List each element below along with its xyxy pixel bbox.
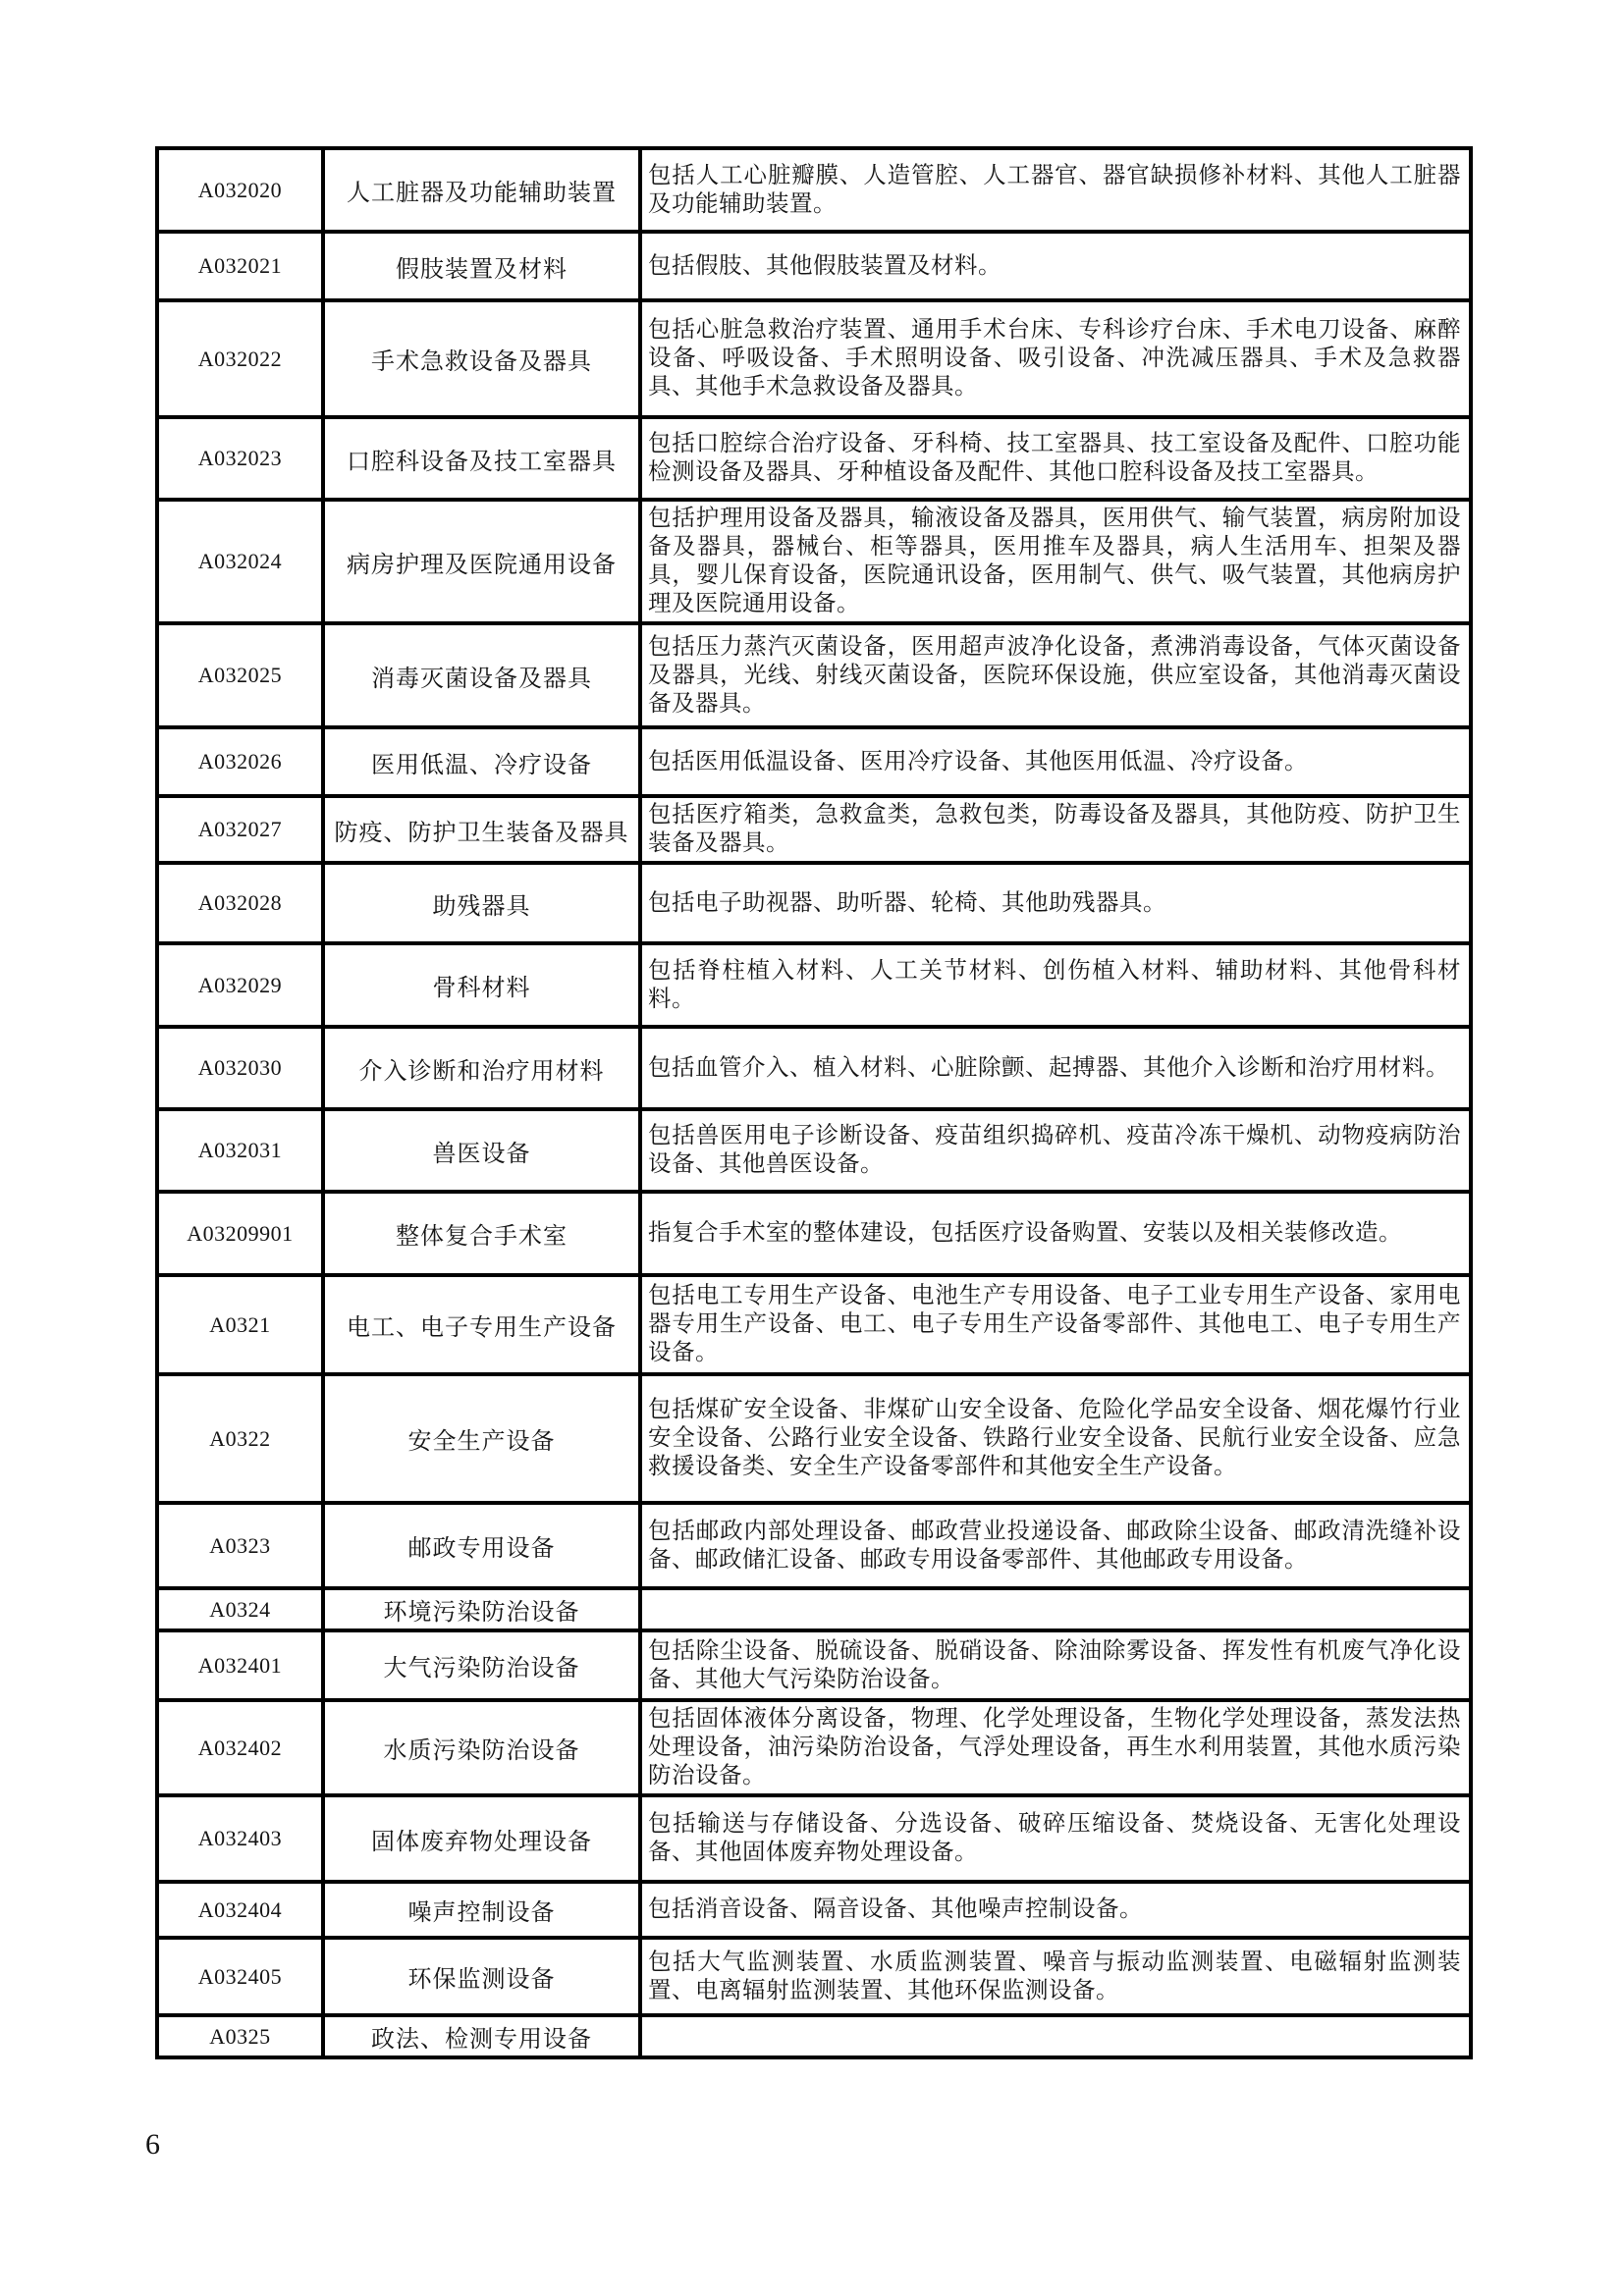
row-description: 包括心脏急救治疗装置、通用手术台床、专科诊疗台床、手术电刀设备、麻醉设备、呼吸设备、手术照明设备、吸引设备、冲洗减压器具、手术及急救器具、其他手术急救设备及器具。 [640, 300, 1471, 417]
table-row [157, 232, 1471, 300]
row-code: A032022 [157, 300, 323, 417]
row-code: A032403 [157, 1795, 323, 1882]
table-row [157, 1630, 1471, 1700]
row-description: 包括医用低温设备、医用冷疗设备、其他医用低温、冷疗设备。 [640, 727, 1471, 796]
row-description: 包括医疗箱类，急救盒类，急救包类，防毒设备及器具，其他防疫、防护卫生装备及器具。 [640, 796, 1471, 863]
row-code: A032021 [157, 232, 323, 300]
row-description: 包括口腔综合治疗设备、牙科椅、技工室器具、技工室设备及配件、口腔功能检测设备及器具、牙种植设备及配件、其他口腔科设备及技工室器具。 [640, 417, 1471, 500]
table-row [157, 727, 1471, 796]
row-code: A032404 [157, 1882, 323, 1938]
table-row [157, 1938, 1471, 2015]
row-code: A032025 [157, 623, 323, 727]
table-row [157, 1374, 1471, 1503]
row-description: 包括压力蒸汽灭菌设备，医用超声波净化设备，煮沸消毒设备，气体灭菌设备及器具，光线、射线灭菌设备，医院环保设施，供应室设备，其他消毒灭菌设备及器具。 [640, 623, 1471, 727]
row-name: 助残器具 [323, 863, 640, 943]
row-code: A032027 [157, 796, 323, 863]
row-description [640, 2015, 1471, 2057]
table-row [157, 796, 1471, 863]
row-name: 电工、电子专用生产设备 [323, 1275, 640, 1374]
table-row [157, 863, 1471, 943]
classification-table [155, 146, 1473, 2059]
row-description: 包括护理用设备及器具，输液设备及器具，医用供气、输气装置，病房附加设备及器具，器械台、柜等器具，医用推车及器具，病人生活用车、担架及器具，婴儿保育设备，医院通讯设备，医用制气、供气、吸气装置，其他病房护理及医院通用设备。 [640, 500, 1471, 623]
row-name: 整体复合手术室 [323, 1192, 640, 1275]
row-code: A032402 [157, 1700, 323, 1795]
table-row [157, 500, 1471, 623]
row-code: A032405 [157, 1938, 323, 2015]
row-code: A0325 [157, 2015, 323, 2057]
row-code: A032029 [157, 943, 323, 1027]
row-name: 环保监测设备 [323, 1938, 640, 2015]
row-name: 安全生产设备 [323, 1374, 640, 1503]
row-code: A032030 [157, 1027, 323, 1109]
table-row [157, 1027, 1471, 1109]
table-row [157, 1192, 1471, 1275]
row-description: 包括假肢、其他假肢装置及材料。 [640, 232, 1471, 300]
row-description [640, 1588, 1471, 1630]
row-code: A032028 [157, 863, 323, 943]
row-code: A032024 [157, 500, 323, 623]
row-name: 大气污染防治设备 [323, 1630, 640, 1700]
table-row [157, 1882, 1471, 1938]
table-row [157, 1588, 1471, 1630]
row-code: A0322 [157, 1374, 323, 1503]
table-row [157, 1503, 1471, 1588]
row-description: 包括输送与存储设备、分选设备、破碎压缩设备、焚烧设备、无害化处理设备、其他固体废弃物处理设备。 [640, 1795, 1471, 1882]
row-name: 水质污染防治设备 [323, 1700, 640, 1795]
row-name: 防疫、防护卫生装备及器具 [323, 796, 640, 863]
row-description: 包括固体液体分离设备，物理、化学处理设备，生物化学处理设备，蒸发法热处理设备，油污染防治设备，气浮处理设备，再生水利用装置，其他水质污染防治设备。 [640, 1700, 1471, 1795]
table-row [157, 2015, 1471, 2057]
row-code: A0323 [157, 1503, 323, 1588]
row-name: 骨科材料 [323, 943, 640, 1027]
table-row [157, 1275, 1471, 1374]
row-name: 邮政专用设备 [323, 1503, 640, 1588]
row-description: 包括煤矿安全设备、非煤矿山安全设备、危险化学品安全设备、烟花爆竹行业安全设备、公路行业安全设备、铁路行业安全设备、民航行业安全设备、应急救援设备类、安全生产设备零部件和其他安全生产设备。 [640, 1374, 1471, 1503]
row-name: 兽医设备 [323, 1109, 640, 1192]
row-name: 医用低温、冷疗设备 [323, 727, 640, 796]
row-name: 假肢装置及材料 [323, 232, 640, 300]
row-description: 包括兽医用电子诊断设备、疫苗组织捣碎机、疫苗冷冻干燥机、动物疫病防治设备、其他兽医设备。 [640, 1109, 1471, 1192]
row-description: 包括电子助视器、助听器、轮椅、其他助残器具。 [640, 863, 1471, 943]
row-code: A0324 [157, 1588, 323, 1630]
table-row [157, 1795, 1471, 1882]
row-name: 消毒灭菌设备及器具 [323, 623, 640, 727]
table-row [157, 300, 1471, 417]
row-name: 口腔科设备及技工室器具 [323, 417, 640, 500]
row-description: 包括血管介入、植入材料、心脏除颤、起搏器、其他介入诊断和治疗用材料。 [640, 1027, 1471, 1109]
row-description: 包括除尘设备、脱硫设备、脱硝设备、除油除雾设备、挥发性有机废气净化设备、其他大气污染防治设备。 [640, 1630, 1471, 1700]
row-description: 包括消音设备、隔音设备、其他噪声控制设备。 [640, 1882, 1471, 1938]
row-name: 环境污染防治设备 [323, 1588, 640, 1630]
row-code: A032026 [157, 727, 323, 796]
row-name: 介入诊断和治疗用材料 [323, 1027, 640, 1109]
row-name: 病房护理及医院通用设备 [323, 500, 640, 623]
row-description: 包括电工专用生产设备、电池生产专用设备、电子工业专用生产设备、家用电器专用生产设备、电工、电子专用生产设备零部件、其他电工、电子专用生产设备。 [640, 1275, 1471, 1374]
row-description: 包括大气监测装置、水质监测装置、噪音与振动监测装置、电磁辐射监测装置、电离辐射监测装置、其他环保监测设备。 [640, 1938, 1471, 2015]
page-number: 6 [145, 2128, 160, 2161]
row-name: 人工脏器及功能辅助装置 [323, 148, 640, 232]
table-row [157, 417, 1471, 500]
row-name: 固体废弃物处理设备 [323, 1795, 640, 1882]
row-description: 包括邮政内部处理设备、邮政营业投递设备、邮政除尘设备、邮政清洗缝补设备、邮政储汇设备、邮政专用设备零部件、其他邮政专用设备。 [640, 1503, 1471, 1588]
table-row [157, 148, 1471, 232]
row-code: A032401 [157, 1630, 323, 1700]
table-row [157, 1109, 1471, 1192]
table-row [157, 943, 1471, 1027]
table-row [157, 1700, 1471, 1795]
row-description: 包括人工心脏瓣膜、人造管腔、人工器官、器官缺损修补材料、其他人工脏器及功能辅助装置。 [640, 148, 1471, 232]
table-body [157, 148, 1471, 2057]
row-code: A032031 [157, 1109, 323, 1192]
table-row [157, 623, 1471, 727]
row-description: 指复合手术室的整体建设，包括医疗设备购置、安装以及相关装修改造。 [640, 1192, 1471, 1275]
row-description: 包括脊柱植入材料、人工关节材料、创伤植入材料、辅助材料、其他骨科材料。 [640, 943, 1471, 1027]
row-name: 噪声控制设备 [323, 1882, 640, 1938]
row-code: A03209901 [157, 1192, 323, 1275]
row-name: 政法、检测专用设备 [323, 2015, 640, 2057]
row-name: 手术急救设备及器具 [323, 300, 640, 417]
row-code: A032020 [157, 148, 323, 232]
row-code: A0321 [157, 1275, 323, 1374]
row-code: A032023 [157, 417, 323, 500]
